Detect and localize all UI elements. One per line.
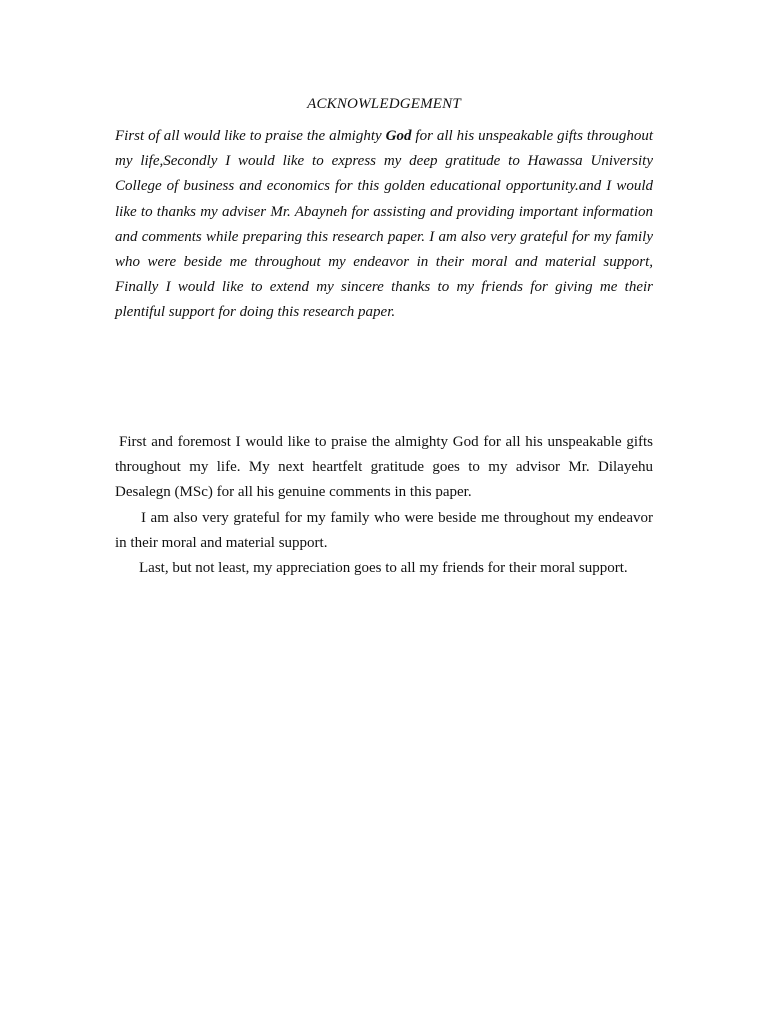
page-title: ACKNOWLEDGEMENT [307, 96, 461, 112]
regular-paragraph-2: I am also very grateful for my family who were beside me throughout my endeavor in their moral and material support. [115, 509, 653, 551]
bold-word-god: God [385, 128, 412, 144]
italic-text-rest: for all his unspeakable gifts throughout my life,Secondly I would like to express my deep gratitude to Hawassa University College of business and economics for this golden educational opportunity.and I would like to thanks my adviser Mr. Abayneh for assisting and providing important information and comments while preparing this research paper. I am also very grateful for my family who were beside me throughout my endeavor in their moral and material support, Finally I would like to extend my sincere thanks to my friends for giving me their plentiful support for doing this research paper. [115, 128, 654, 321]
italic-text-start: First of all would like to praise the almighty [115, 128, 386, 144]
italic-paragraph-text [115, 124, 653, 326]
regular-paragraph-1: First and foremost I would like to praise the almighty God for all his unspeakable gifts throughout my life. My next heartfelt gratitude goes to my advisor Mr. Dilayehu Desalegn (MSc) for all his genuine comments in this paper. [115, 434, 653, 501]
italic-acknowledgement-paragraph [115, 124, 653, 326]
regular-paragraph-3: Last, but not least, my appreciation goes to all my friends for their moral support. [139, 560, 628, 577]
regular-acknowledgement-section [115, 430, 653, 581]
